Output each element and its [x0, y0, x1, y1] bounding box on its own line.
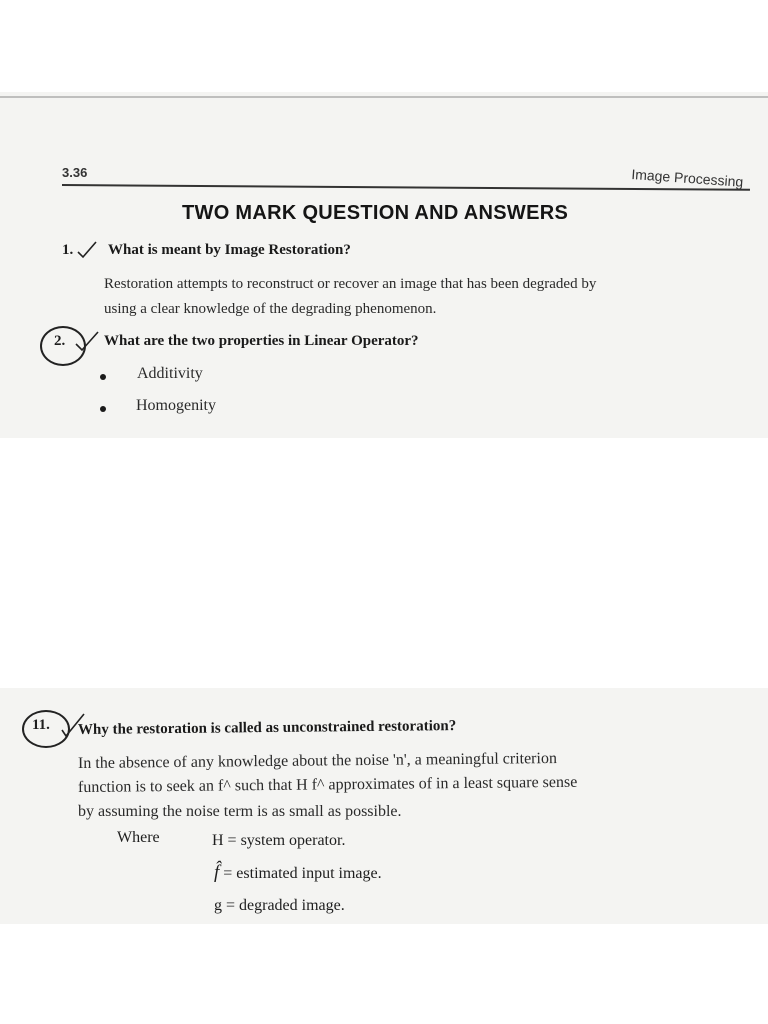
definition-f-hat-text: = estimated input image. — [223, 865, 382, 882]
question-1-text: What is meant by Image Restoration? — [108, 242, 351, 258]
page-upper-section — [0, 92, 768, 438]
definition-g: g = degraded image. — [214, 897, 345, 914]
page-number: 3.36 — [62, 165, 88, 180]
scan-edge-line — [0, 96, 768, 104]
definition-f-hat — [214, 862, 382, 884]
where-label: Where — [117, 829, 160, 846]
bullet-homogenity: Homogenity — [136, 397, 216, 414]
book-title: Image Processing — [630, 166, 744, 190]
f-hat-symbol: f̂ — [214, 862, 220, 883]
check-mark-icon — [76, 240, 98, 260]
bullet-additivity: Additivity — [137, 365, 203, 382]
answer-11-line-3: by assuming the noise term is as small as possible. — [78, 803, 402, 820]
answer-1-line-1: Restoration attempts to reconstruct or recover an image that has been degraded by — [104, 276, 597, 292]
definition-h: H = system operator. — [212, 832, 346, 849]
check-mark-icon — [74, 330, 100, 354]
answer-11-line-1: In the absence of any knowledge about the noise 'n', a meaningful criterion — [77, 749, 557, 772]
page-title: TWO MARK QUESTION AND ANSWERS — [182, 202, 569, 224]
question-2-number: 2. — [54, 333, 66, 349]
question-11-number: 11. — [32, 717, 50, 733]
bullet-icon — [100, 406, 106, 412]
bullet-icon — [100, 374, 106, 380]
answer-11-line-2: function is to seek an f^ such that H f^ approximates of in a least square sense — [77, 773, 578, 796]
question-11-text: Why the restoration is called as unconstrained restoration? — [77, 718, 457, 738]
question-1-number: 1. — [62, 242, 74, 258]
answer-1-line-2: using a clear knowledge of the degrading phenomenon. — [104, 301, 437, 317]
question-2-text: What are the two properties in Linear Operator? — [104, 333, 419, 349]
